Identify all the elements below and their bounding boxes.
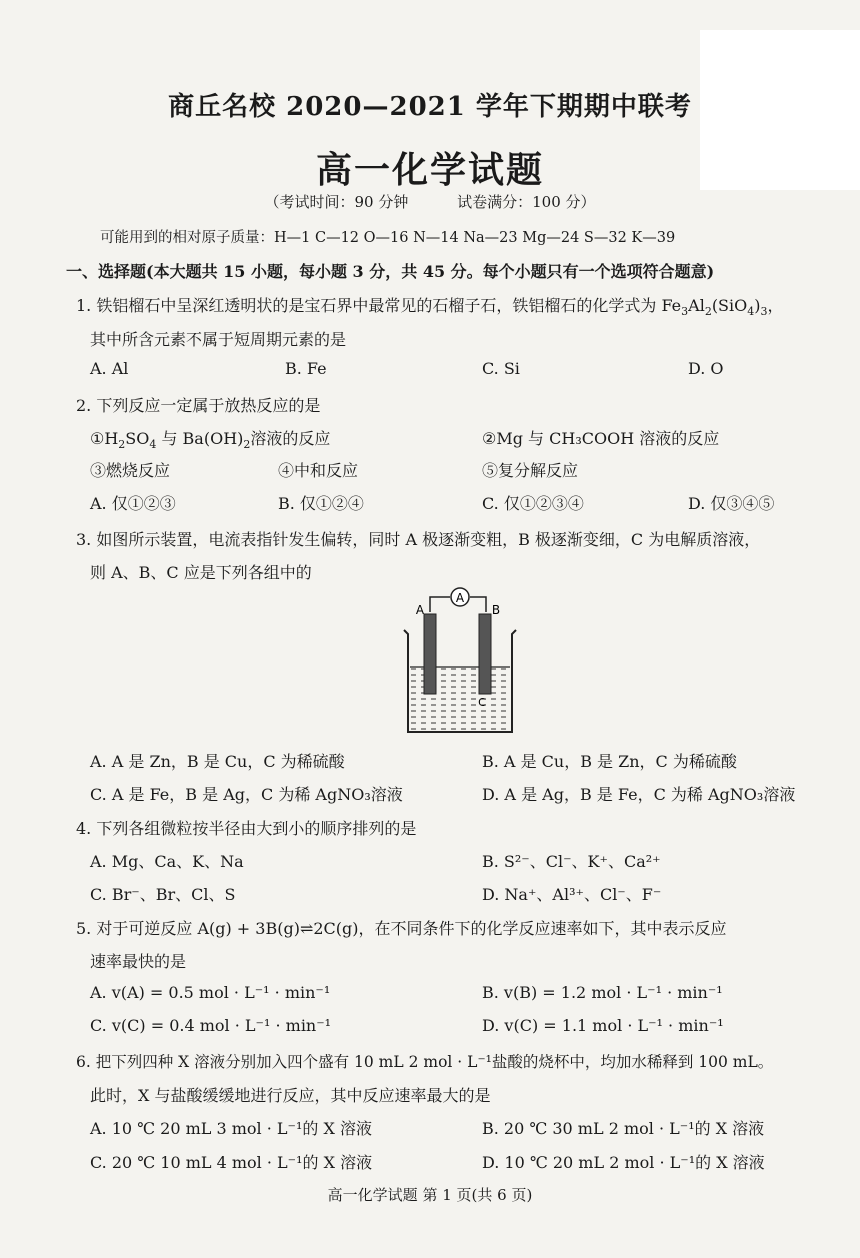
electrode-a-label: A (415, 603, 425, 617)
q6-option-d: D. 10 ℃ 20 mL 2 mol · L⁻¹的 X 溶液 (482, 1153, 765, 1172)
q6-option-b: B. 20 ℃ 30 mL 2 mol · L⁻¹的 X 溶液 (482, 1119, 765, 1138)
q2-option-a: A. 仅①②③ (90, 494, 176, 513)
q5-stem-line1: 5. 对于可逆反应 A(g) + 3B(g)⇌2C(g)，在不同条件下的化学反应速率如下，其中表示反应 (76, 919, 727, 938)
q6-stem-line2: 此时，X 与盐酸缓缓地进行反应，其中反应速率最大的是 (90, 1086, 491, 1105)
q3-stem-line1: 3. 如图所示装置，电流表指针发生偏转，同时 A 极逐渐变粗，B 极逐渐变细，C 为电解质溶液， (76, 530, 761, 549)
wire-left (430, 597, 450, 612)
q3-option-b: B. A 是 Cu，B 是 Zn，C 为稀硫酸 (482, 752, 737, 771)
q4-option-b: B. S²⁻、Cl⁻、K⁺、Ca²⁺ (482, 852, 661, 871)
q2-stem: 2. 下列反应一定属于放热反应的是 (76, 396, 321, 415)
q5-option-b: B. v(B) = 1.2 mol · L⁻¹ · min⁻¹ (482, 983, 723, 1002)
q2-item5: ⑤复分解反应 (482, 461, 579, 480)
q5-stem-line2: 速率最快的是 (90, 952, 187, 971)
q5-option-c: C. v(C) = 0.4 mol · L⁻¹ · min⁻¹ (90, 1016, 332, 1035)
exam-info (0, 191, 860, 212)
q5-option-a: A. v(A) = 0.5 mol · L⁻¹ · min⁻¹ (90, 983, 331, 1002)
galvanic-cell-diagram (400, 582, 520, 742)
q4-stem: 4. 下列各组微粒按半径由大到小的顺序排列的是 (76, 819, 417, 838)
q1-stem: 1. 铁铝榴石中呈深红透明状的是宝石界中最常见的石榴子石，铁铝榴石的化学式为 $Fe_3Al_2(SiO_4)_3$， (76, 296, 784, 319)
q1-option-d: D. O (688, 359, 724, 378)
q3-option-d: D. A 是 Ag，B 是 Fe，C 为稀 AgNO₃溶液 (482, 785, 796, 804)
q2-item3: ③燃烧反应 (90, 461, 171, 480)
q3-stem-line2: 则 A、B、C 应是下列各组中的 (90, 563, 312, 582)
q2-item4: ④中和反应 (278, 461, 359, 480)
page-footer: 高一化学试题 第 1 页(共 6 页) (327, 1186, 533, 1204)
q4-option-d: D. Na⁺、Al³⁺、Cl⁻、F⁻ (482, 885, 662, 904)
section-title: 一、选择题(本大题共 15 小题，每小题 3 分，共 45 分。每个小题只有一个选项符合题意) (66, 262, 715, 281)
exam-title-line1: 商丘名校 2020—2021 学年下期期中联考 (168, 92, 692, 122)
q1-option-a: A. Al (90, 359, 129, 378)
q2-item2: ②Mg 与 CH₃COOH 溶液的反应 (482, 429, 720, 448)
q5-option-d: D. v(C) = 1.1 mol · L⁻¹ · min⁻¹ (482, 1016, 724, 1035)
exam-time: （考试时间：90 分钟 (264, 193, 409, 211)
q2-item1: $①H_2SO_4$ 与 $Ba(OH)_2$溶液的反应 (90, 429, 331, 452)
q2-item1-pre: ①H (90, 429, 119, 448)
q6-option-c: C. 20 ℃ 10 mL 4 mol · L⁻¹的 X 溶液 (90, 1153, 373, 1172)
q1-stem-text: 1. 铁铝榴石中呈深红透明状的是宝石界中最常见的石榴子石，铁铝榴石的化学式为 Fe (76, 296, 682, 315)
electrode-b-label: B (491, 603, 501, 617)
q1-option-c: C. Si (482, 359, 520, 378)
q6-option-a: A. 10 ℃ 20 mL 3 mol · L⁻¹的 X 溶液 (90, 1119, 372, 1138)
solution-label: C (478, 696, 486, 709)
q4-option-a: A. Mg、Ca、K、Na (90, 852, 244, 871)
q4-option-c: C. Br⁻、Br、Cl、S (90, 885, 236, 904)
atomic-masses: 可能用到的相对原子质量：H—1 C—12 O—16 N—14 Na—23 Mg—24 S—32 K—39 (100, 230, 676, 246)
q1-option-b: B. Fe (285, 359, 327, 378)
q2-option-c: C. 仅①②③④ (482, 494, 584, 513)
q6-stem-line1: 6. 把下列四种 X 溶液分别加入四个盛有 10 mL 2 mol · L⁻¹盐酸的烧杯中，均加水稀释到 100 mL。 (76, 1053, 774, 1071)
q2-option-b: B. 仅①②④ (278, 494, 364, 513)
q2-item1-post: 溶液的反应 (250, 429, 331, 448)
electrode-b (479, 614, 491, 694)
q1-stem-line2: 其中所含元素不属于短周期元素的是 (90, 330, 347, 349)
q2-option-d: D. 仅③④⑤ (688, 494, 775, 513)
electrode-a (424, 614, 436, 694)
q3-option-c: C. A 是 Fe，B 是 Ag，C 为稀 AgNO₃溶液 (90, 785, 403, 804)
exam-title-line2: 高一化学试题 (315, 149, 544, 191)
q3-option-a: A. A 是 Zn，B 是 Cu，C 为稀硫酸 (90, 752, 345, 771)
wire-right (470, 597, 486, 612)
full-score: 试卷满分：100 分） (457, 193, 596, 211)
ammeter-label: A (455, 591, 465, 605)
